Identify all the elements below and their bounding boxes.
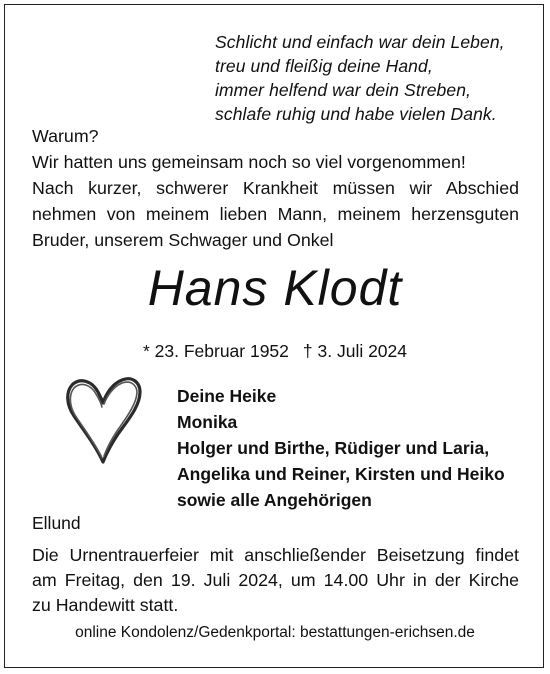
- intro-line: Warum?: [32, 126, 99, 146]
- poem-line: schlafe ruhig und habe vielen Dank.: [215, 104, 497, 124]
- mourner-line: Angelika und Reiner, Kirsten und Heiko: [177, 464, 505, 484]
- poem-line: Schlicht und einfach war dein Leben,: [215, 32, 505, 52]
- intro-text: [32, 123, 519, 253]
- service-line: zu Handewitt statt.: [32, 595, 179, 615]
- online-condolence: online Kondolenz/Gedenkportal: bestattungen-erichsen.de: [75, 624, 475, 641]
- mourner-line: sowie alle Angehörigen: [177, 490, 372, 510]
- poem-line: immer helfend war dein Streben,: [215, 80, 472, 100]
- service-notice: [32, 543, 519, 618]
- life-dates: [0, 339, 550, 363]
- intro-line: Nach kurzer, schwerer Krankheit müssen wir Abschied: [32, 178, 519, 198]
- mourner-line: Holger und Birthe, Rüdiger und Laria,: [177, 438, 490, 458]
- mourners-list: [177, 383, 505, 513]
- service-line: am Freitag, den 19. Juli 2024, um 14.00 Uhr in der Kirche: [32, 570, 519, 590]
- poem: [215, 30, 505, 126]
- death-date: † 3. Juli 2024: [302, 341, 408, 361]
- birth-date: * 23. Februar 1952: [142, 341, 289, 361]
- place-name: Ellund: [32, 513, 81, 533]
- intro-line: nehmen von meinem lieben Mann, meinem herzensguten: [32, 204, 519, 224]
- intro-line: Wir hatten uns gemeinsam noch so viel vorgenommen!: [32, 152, 466, 172]
- mourner-line: Monika: [177, 412, 238, 432]
- poem-line: treu und fleißig deine Hand,: [215, 56, 433, 76]
- intro-line: Bruder, unserem Schwager und Onkel: [32, 230, 334, 250]
- mourner-line: Deine Heike: [177, 386, 277, 406]
- service-line: Die Urnentrauerfeier mit anschließender Beisetzung findet: [32, 545, 519, 565]
- deceased-name: Hans Klodt: [147, 260, 403, 316]
- heart-icon: [62, 376, 144, 466]
